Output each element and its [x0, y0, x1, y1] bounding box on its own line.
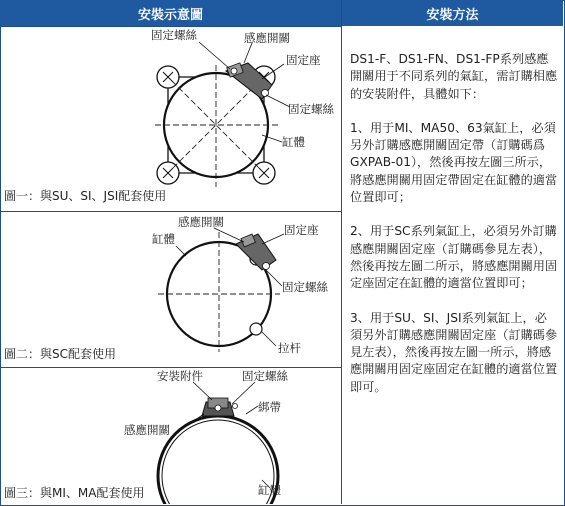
fig1-label-fixing-screw-top: 固定螺絲	[151, 28, 197, 42]
fig1-label-fixing-seat: 固定座	[286, 53, 321, 67]
figure3-sensor-switch	[202, 398, 238, 416]
figure1-diagram	[0, 27, 341, 211]
figure1-caption: 圖一：與SU、SI、JSI配套使用	[4, 189, 167, 203]
fig3-label-sensor-switch: 感應開關	[124, 423, 170, 437]
instructions-item-2: 2、用于SC系列氣缸上，必須另外訂購感應開關固定座（訂購碼參見左表），然後再按左圖二所示，將感應開關用固定座固定在缸體的適當位置即可；	[350, 224, 558, 291]
fig2-label-fixing-seat: 固定座	[284, 223, 319, 237]
header-installation-diagram: 安裝示意圖	[0, 0, 341, 26]
fig2-label-fixing-screw: 固定螺絲	[282, 280, 328, 294]
fig1-label-sensor-switch: 感應開關	[244, 31, 290, 45]
figure2-caption: 圖二：與SC配套使用	[4, 347, 116, 361]
instructions-item-1: 1、用于MI、MA50、63氣缸上，必須另外訂購感應開關固定帶（訂購碼爲GXPAB-01），然後再按左圖三所示，將感應開關用固定帶固定在缸體的適當位置即可；	[350, 120, 558, 205]
fig3-label-strap: 綁帶	[258, 400, 281, 414]
figure2-diagram	[0, 212, 341, 367]
column-divider	[341, 0, 342, 504]
figure3-panel	[0, 368, 341, 504]
fig1-label-fixing-screw-right: 固定螺絲	[288, 102, 334, 116]
fig1-label-cylinder-body: 缸體	[282, 135, 305, 149]
figure3-caption: 圖三：與MI、MA配套使用	[4, 486, 145, 500]
fig3-label-mounting-accessory: 安裝附件	[157, 369, 203, 383]
figure2-panel	[0, 212, 341, 367]
fig3-label-cylinder-body: 缸體	[258, 483, 281, 497]
fig2-label-sensor-switch: 感應開關	[178, 215, 224, 229]
instructions-intro: DS1-F、DS1-FN、DS1-FP系列感應開關用于不同系列的氣缸，需訂購相應的安裝附件，具體如下：	[350, 52, 558, 101]
installation-instructions	[350, 51, 558, 413]
header-installation-method: 安裝方法	[342, 0, 563, 26]
fig2-label-cylinder-body: 缸體	[152, 232, 175, 246]
fig2-label-tie-rod: 拉杆	[278, 341, 301, 355]
figure1-panel	[0, 27, 341, 211]
fig3-label-fixing-screw: 固定螺絲	[242, 369, 288, 383]
instructions-item-3: 3、用于SU、SI、JSI系列氣缸上，必須另外訂購感應開關固定座（訂購碼參見左表），然後再按左圖一所示，將感應開關用固定座固定在缸體的適當位置即可。	[350, 310, 558, 394]
